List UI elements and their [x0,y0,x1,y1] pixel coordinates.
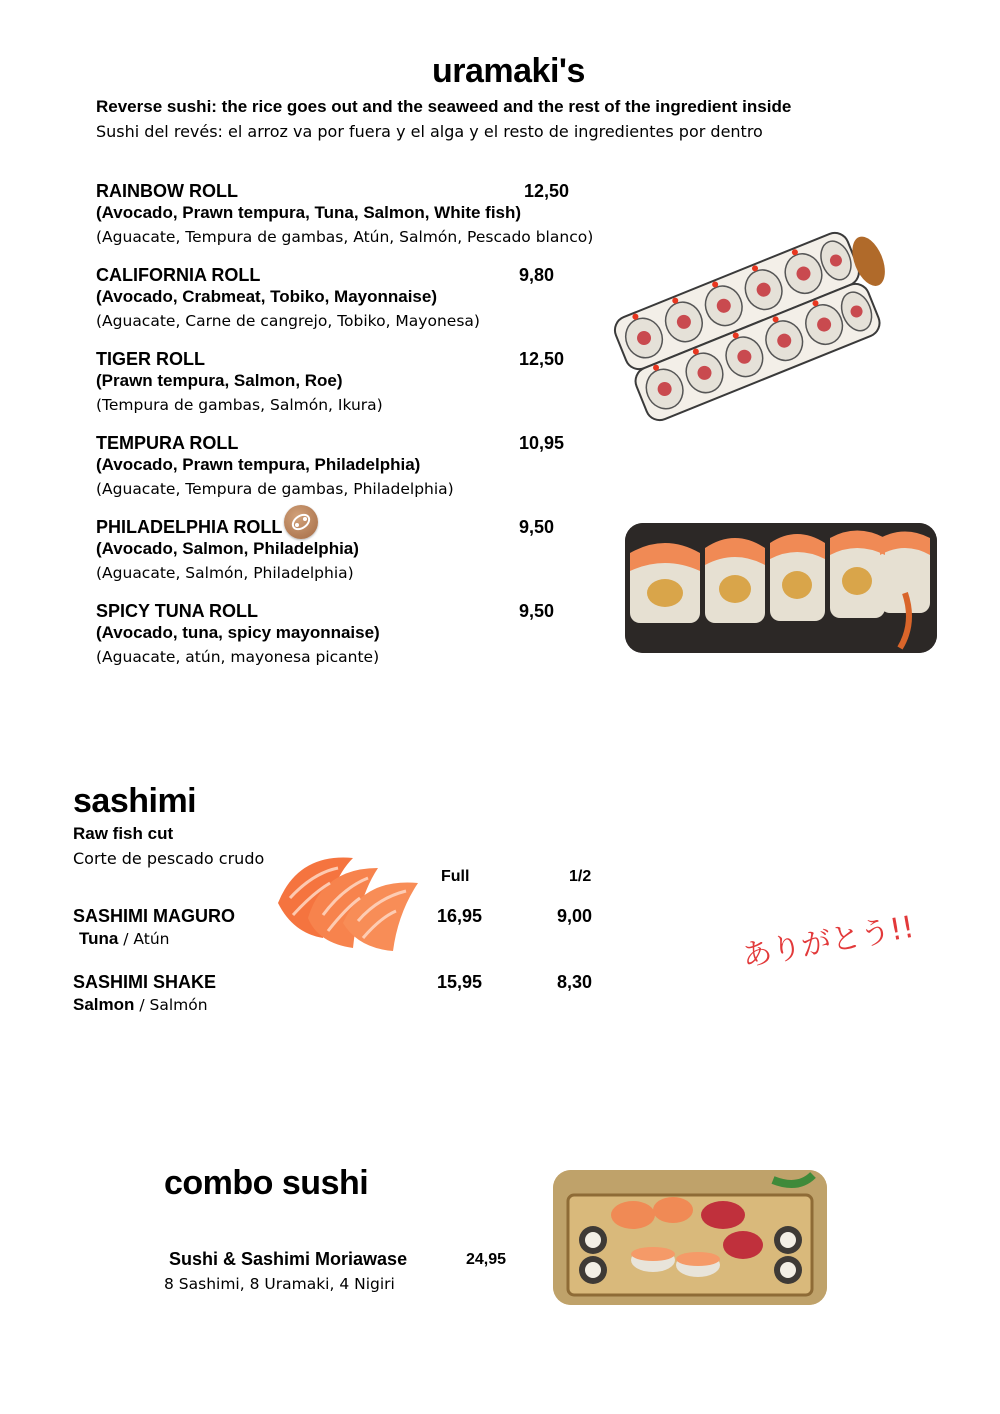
uramaki-subtitle-es: Sushi del revés: el arroz va por fuera y el alga y el resto de ingredientes por dentro [96,122,763,141]
menu-item-price: 10,95 [519,433,565,453]
sashimi-item-en: Salmon [73,995,135,1014]
menu-item-desc-es: (Aguacate, Tempura de gambas, Atún, Salmón, Pescado blanco) [96,228,594,246]
menu-item-desc-en: (Avocado, Salmon, Philadelphia) [96,539,359,558]
sashimi-price-half: 8,30 [557,972,593,992]
sashimi-item-name: SASHIMI SHAKE [73,972,217,992]
menu-item-desc-en: (Avocado, Crabmeat, Tobiko, Mayonnaise) [96,287,438,306]
menu-item-desc-en: (Prawn tempura, Salmon, Roe) [96,371,343,390]
combo-item-price: 24,95 [466,1251,507,1268]
menu-item-desc-es: (Tempura de gambas, Salmón, Ikura) [96,396,383,414]
menu-item-name: PHILADELPHIA ROLL [96,517,283,537]
sashimi-price-half: 9,00 [557,906,593,926]
combo-item-name: Sushi & Sashimi Moriawase [169,1249,408,1269]
combo-title: combo sushi [164,1164,369,1202]
menu-item-desc-en: (Avocado, Prawn tempura, Philadelphia) [96,455,421,474]
column-header-full: Full [441,868,470,885]
sashimi-item-desc [73,995,208,1015]
sashimi-item-es: / Atún [118,930,170,948]
thank-you-text: ありがとう!! [739,909,917,975]
sashimi-item-desc [79,929,170,949]
menu-item-desc-es: (Aguacate, Salmón, Philadelphia) [96,564,354,582]
peanut-allergen-icon [284,505,318,539]
uramaki-subtitle-en: Reverse sushi: the rice goes out and the seaweed and the rest of the ingredient inside [96,97,792,116]
combo-item-desc: 8 Sashimi, 8 Uramaki, 4 Nigiri [164,1275,395,1293]
salmon-sashimi-photo [268,843,433,953]
menu-item-desc-en: (Avocado, Prawn tempura, Tuna, Salmon, White fish) [96,203,522,222]
menu-item-name: TEMPURA ROLL [96,433,239,453]
uramaki-rolls-photo [600,210,900,430]
menu-item-price: 12,50 [524,181,570,201]
sashimi-item-es: / Salmón [134,996,208,1014]
menu-item-desc-en: (Avocado, tuna, spicy mayonnaise) [96,623,380,642]
sashimi-title: sashimi [73,782,197,820]
menu-item-desc-es: (Aguacate, atún, mayonesa picante) [96,648,380,666]
column-header-half: 1/2 [569,868,592,885]
uramaki-title: uramaki's [432,52,585,90]
menu-item-name: CALIFORNIA ROLL [96,265,261,285]
menu-item-name: RAINBOW ROLL [96,181,238,201]
combo-platter-photo [553,1170,827,1305]
sashimi-price-full: 16,95 [437,906,483,926]
menu-item-name: SPICY TUNA ROLL [96,601,259,621]
sashimi-subtitle-en: Raw fish cut [73,824,174,843]
menu-item-price: 9,80 [519,265,555,285]
sashimi-item-name: SASHIMI MAGURO [73,906,235,926]
menu-item-price: 9,50 [519,517,555,537]
philadelphia-roll-photo [625,523,937,653]
menu-item-desc-es: (Aguacate, Tempura de gambas, Philadelphia) [96,480,454,498]
menu-item-name: TIGER ROLL [96,349,205,369]
sashimi-subtitle-es: Corte de pescado crudo [73,849,265,868]
menu-item-desc-es: (Aguacate, Carne de cangrejo, Tobiko, Mayonesa) [96,312,480,330]
sashimi-item-en: Tuna [79,929,119,948]
menu-item-price: 12,50 [519,349,565,369]
menu-item-price: 9,50 [519,601,555,621]
sashimi-price-full: 15,95 [437,972,483,992]
